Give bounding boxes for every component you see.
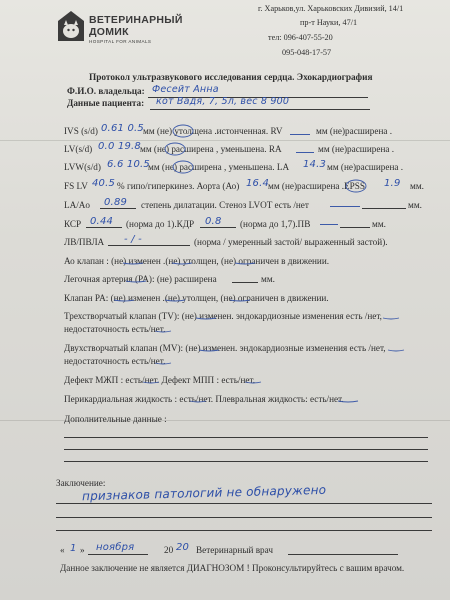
- la-value: 14.3: [303, 159, 327, 170]
- owner-value: Фесейт Анна: [152, 84, 219, 95]
- ksr-text: (норма до 1).КДР: [126, 219, 195, 229]
- additional-label: Дополнительные данные :: [64, 414, 167, 424]
- ksr-label: КСР: [64, 219, 82, 229]
- logo-line3: HOSPITAL FOR ANIMALS: [89, 39, 152, 44]
- phone-2: 095-048-17-57: [282, 48, 332, 57]
- fs-label: FS LV: [64, 181, 88, 191]
- fs-value: 40.5: [92, 178, 116, 189]
- doctor-label: Ветеринарный врач: [196, 545, 273, 555]
- lv-pla-label: ЛВ/ПВЛА: [64, 237, 105, 247]
- mv-line-1: Двухстворчатый клапан (MV): (не) изменен. эндокардиозные изменения есть /нет,: [64, 343, 386, 353]
- lvw-text-2: мм (не)расширена .: [327, 162, 404, 172]
- pa-artery-end: мм.: [261, 274, 275, 284]
- pv-text: мм.: [372, 219, 386, 229]
- fluid-line: Перикардиальная жидкость : есть/нет. Плевральная жидкость: есть/нет.: [64, 394, 344, 404]
- lvw-value: 6.6 10.5: [107, 159, 150, 170]
- laao-value: 0.89: [104, 197, 128, 208]
- date-day: 1: [70, 543, 77, 554]
- tv-line-1: Трехстворчатый клапан (TV): (не) изменен. эндокардиозные изменения есть /нет,: [64, 311, 382, 321]
- patient-value: кот Вадя, 7, 5л, вес 8 900: [156, 96, 290, 107]
- fs-text: % гипо/гиперкинез. Аорта (Ао): [117, 181, 240, 191]
- pa-artery: Легочная артерия (PA): (не) расширена: [64, 274, 217, 284]
- lv-pla-value: - / -: [124, 234, 142, 245]
- patient-label: Данные пациента:: [67, 98, 145, 108]
- owner-label: Ф.И.О. владельца:: [67, 86, 145, 96]
- fs-text-3: мм.: [410, 181, 424, 191]
- mv-line-2: недостаточность есть/нет.: [64, 356, 166, 366]
- defects-line: Дефект МЖП : есть/нет. Дефект МПП : есть/нет.: [64, 375, 256, 385]
- ivs-text: мм (не) утолщена .истонченная. RV: [143, 126, 283, 136]
- date-month: ноября: [96, 542, 135, 553]
- laao-text: степень дилатации. Стеноз LVOT есть /нет: [141, 200, 309, 210]
- lv-value: 0.0 19.8: [98, 141, 141, 152]
- epss-value: 1.9: [384, 178, 401, 189]
- date-year: 20: [176, 542, 190, 553]
- conclusion-label: Заключение:: [56, 478, 106, 488]
- address-1: г. Харьков,ул. Харьковских Дивизий, 14/1: [258, 4, 404, 13]
- fs-text-2: мм (не)расширена .EPSS: [268, 181, 365, 191]
- kdr-value: 0.8: [205, 216, 222, 227]
- ivs-text-2: мм (не)расширена .: [316, 126, 393, 136]
- ao-value: 16.4: [246, 178, 270, 189]
- ao-valve: Ао клапан : (не) изменен .(не) утолщен, (не) ограничен в движении.: [64, 256, 330, 266]
- date-year-prefix: 20: [164, 545, 174, 555]
- ksr-value: 0.44: [90, 216, 114, 227]
- lv-text-2: мм (не)расширена .: [318, 144, 395, 154]
- address-2: пр-т Науки, 47/1: [300, 18, 358, 27]
- kdr-text: (норма до 1,7).ПВ: [240, 219, 311, 229]
- lvw-label: LVW(s/d): [64, 162, 101, 172]
- ivs-label: IVS (s/d): [64, 126, 98, 136]
- lv-label: LV(s/d): [64, 144, 93, 154]
- lv-pla-text: (норма / умеренный застой/ выраженный застой).: [194, 237, 388, 247]
- logo-line2: ДОМИК: [89, 26, 129, 38]
- conclusion-value: признаков патологий не обнаружено: [81, 482, 327, 504]
- pa-valve: Клапан PA: (не) изменен .(не) утолщен, (не) ограничен в движении.: [64, 293, 329, 303]
- phone-1: тел: 096-407-55-20: [268, 33, 333, 42]
- lv-text: мм (не) расширена , уменьшена. RA: [140, 144, 282, 154]
- protocol-title: Протокол ультразвукового исследования сердца. Эхокардиография: [89, 73, 373, 83]
- ivs-value: 0.61 0.5: [101, 123, 144, 134]
- lvw-text: мм (не) расширена , уменьшена. LA: [148, 162, 290, 172]
- laao-label: LA/Ao: [64, 200, 91, 210]
- laao-text-2: мм.: [408, 200, 422, 210]
- disclaimer: Данное заключение не является ДИАГНОЗОМ ! Проконсультируйтесь с вашим врачом.: [60, 563, 405, 573]
- date-open-quote: «: [60, 545, 65, 555]
- date-close-quote: »: [80, 545, 85, 555]
- tv-line-2: недостаточность есть/нет.: [64, 324, 166, 334]
- logo-line1: ВЕТЕРИНАРНЫЙ: [89, 14, 183, 26]
